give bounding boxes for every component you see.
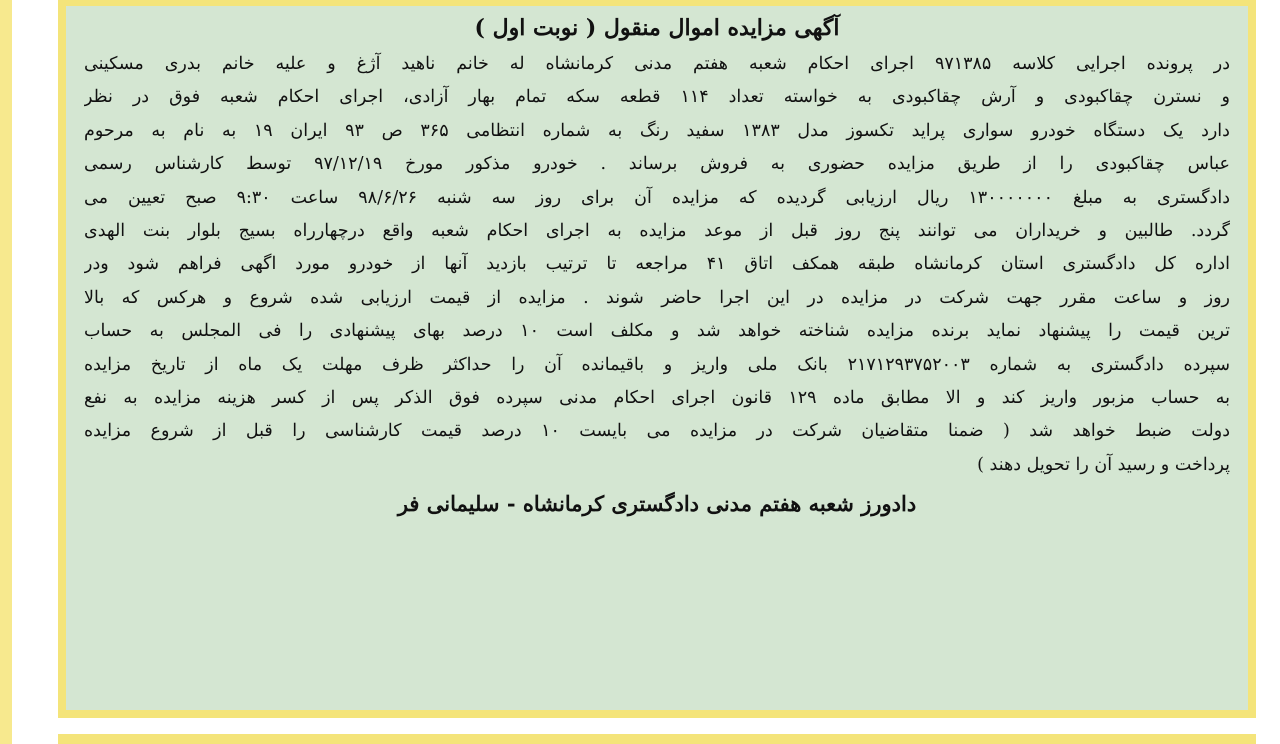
notice-line-3: دارد یک دستگاه خودرو سواری پراید تکسوز مدل ۱۳۸۳ سفید رنگ به شماره انتظامی ۳۶۵ ص ۹۳ ایران ۱۹ به نام به مرحوم xyxy=(84,120,1230,141)
notice-body xyxy=(84,48,1230,482)
previous-notice-edge xyxy=(0,0,12,744)
notice-line-13: پرداخت و رسید آن را تحویل دهند ) xyxy=(977,454,1230,475)
notice-line-6: گردد. طالبین و خریداران می توانند پنج روز قبل از موعد مزایده به اجرای احکام شعبه واقع درچهارراه بسیج بلوار بنت الهدی xyxy=(84,220,1230,241)
auction-notice-panel xyxy=(66,6,1248,710)
notice-line-4: عباس چقاکبودی را از طریق مزایده حضوری به فروش برساند . خودرو مذکور مورخ ۹۷/۱۲/۱۹ توسط کارشناس رسمی xyxy=(84,154,1230,175)
notice-line-12: دولت ضبط خواهد شد ( ضمنا متقاضیان شرکت در مزایده می بایست ۱۰ درصد قیمت کارشناسی را قبل از شروع مزایده xyxy=(84,421,1230,442)
notice-line-5: دادگستری به مبلغ ۱۳۰۰۰۰۰۰۰ ریال ارزیابی گردیده که مزایده آن برای روز سه شنبه ۹۸/۶/۲۶ ساعت ۹:۳۰ صبح تعیین می xyxy=(84,187,1230,208)
notice-title: آگهی مزایده اموال منقول ( نوبت اول ) xyxy=(474,15,840,41)
notice-line-8: روز و ساعت مقرر جهت شرکت در مزایده در این اجرا حاضر شوند . مزایده از قیمت ارزیابی شده شروع و هرکس که بالا xyxy=(84,287,1230,308)
auction-notice-frame xyxy=(58,0,1256,718)
next-notice-edge xyxy=(58,734,1256,744)
notice-line-11: به حساب مزبور واریز کند و الا مطابق ماده ۱۲۹ قانون اجرای احکام مدنی سپرده فوق الذکر پس از کسر هزینه مزایده به نفع xyxy=(84,387,1230,408)
notice-line-7: اداره کل دادگستری استان کرمانشاه طبقه همکف اتاق ۴۱ مراجعه تا ترتیب بازدید آنها از خودرو مورد اگهی فراهم شود ودر xyxy=(84,254,1230,275)
notice-line-9: ترین قیمت را پیشنهاد نماید برنده مزایده شناخته خواهد شد و مکلف است ۱۰ درصد بهای پیشنهادی را فی المجلس به حساب xyxy=(84,321,1230,342)
notice-line-1: در پرونده اجرایی کلاسه ۹۷۱۳۸۵ اجرای احکام شعبه هفتم مدنی کرمانشاه له خانم ناهید آژغ و علیه خانم بدری مسکینی xyxy=(84,54,1230,74)
notice-line-2: و نسترن چقاکبودی و آرش چقاکبودی به خواسته تعداد ۱۱۴ قطعه سکه تمام بهار آزادی، اجرای احکام شعبه فوق در نظر xyxy=(84,87,1230,108)
notice-signature: دادورز شعبه هفتم مدنی دادگستری کرمانشاه - سلیمانی فر xyxy=(397,491,917,517)
notice-line-10: سپرده دادگستری به شماره ۲۱۷۱۲۹۳۷۵۲۰۰۳ بانک ملی واریز و باقیمانده آن را حداکثر ظرف مهلت یک ماه از تاریخ مزایده xyxy=(84,354,1230,375)
